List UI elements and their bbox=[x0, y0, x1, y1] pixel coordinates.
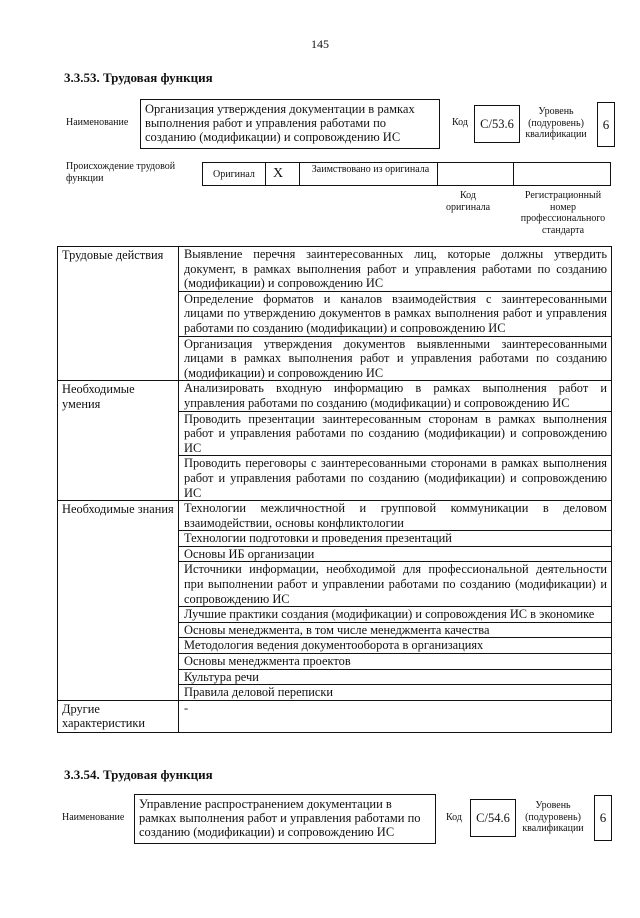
table-row bbox=[58, 700, 612, 732]
origin-row bbox=[202, 162, 611, 186]
name-label: Наименование bbox=[66, 117, 129, 128]
row-category: Необходимые знания bbox=[58, 501, 179, 701]
table-cell: Основы менеджмента, в том числе менеджмента качества bbox=[179, 622, 612, 638]
section-title-2: 3.3.54. Трудовая функция bbox=[64, 767, 213, 782]
table-cell: - bbox=[179, 700, 612, 732]
table-cell: Анализировать входную информацию в рамках выполнения работ и управления работами по созданию (модификации) и сопровождению ИС bbox=[179, 381, 612, 411]
table-cell: Проводить презентации заинтересованным сторонам в рамках выполнения работ и управления работами по созданию (модификации) и сопровождению ИС bbox=[179, 411, 612, 456]
row-category: Другие характеристики bbox=[58, 700, 179, 732]
code-value-2: C/54.6 bbox=[470, 799, 516, 837]
original-label: Оригинал bbox=[213, 169, 255, 180]
table-cell: Определение форматов и каналов взаимодействия с заинтересованными лицами по утверждению документов в рамках выполнения работ и управления работами по созданию (модификации) и сопровождению ИС bbox=[179, 291, 612, 336]
row-category: Трудовые действия bbox=[58, 247, 179, 381]
table-cell: Технологии подготовки и проведения презентаций bbox=[179, 531, 612, 547]
table-cell: Организация утверждения документов выявленными заинтересованными лицами в рамках выполнения работ и управления работами по созданию (модификации) и сопровождению ИС bbox=[179, 336, 612, 381]
table-cell: Культура речи bbox=[179, 669, 612, 685]
code-label-2: Код bbox=[446, 812, 462, 823]
table-cell: Проводить переговоры с заинтересованными сторонами в рамках выполнения работ и управления работами по созданию (модификации) и сопровождению ИС bbox=[179, 456, 612, 501]
table-cell: Основы менеджмента проектов bbox=[179, 654, 612, 670]
table-row bbox=[58, 247, 612, 292]
table-cell: Выявление перечня заинтересованных лиц, которые должны утвердить документ, в рамках выполнения работ и управления работами по созданию (модификации) и сопровождению ИС bbox=[179, 247, 612, 292]
level-value-2: 6 bbox=[594, 795, 612, 841]
function-table bbox=[57, 246, 612, 733]
level-value: 6 bbox=[597, 102, 615, 147]
origin-label: Происхождение трудовой функции bbox=[66, 161, 176, 184]
page-number: 145 bbox=[311, 37, 329, 51]
level-label: Уровень (подуровень) квалификации bbox=[525, 106, 587, 140]
level-label-2: Уровень (подуровень) квалификации bbox=[522, 800, 584, 834]
function-name-box-2: Управление распространением документации в рамках выполнения работ и управления работами по созданию (модификации) и сопровождению ИС bbox=[134, 794, 436, 844]
borrowed-label: Заимствовано из оригинала bbox=[311, 164, 430, 175]
function-name-box: Организация утверждения документации в рамках выполнения работ и управления работами по созданию (модификации) и сопровождению ИС bbox=[140, 99, 440, 149]
code-value: C/53.6 bbox=[474, 105, 520, 143]
reg-number-label: Регистрационный номер профессионального стандарта bbox=[520, 190, 606, 236]
table-cell: Методология ведения документооборота в организациях bbox=[179, 638, 612, 654]
table-row bbox=[58, 381, 612, 411]
original-mark: X bbox=[273, 166, 284, 181]
table-cell: Технологии межличностной и групповой коммуникации в деловом взаимодействии, основы конфликтологии bbox=[179, 501, 612, 531]
table-cell: Правила деловой переписки bbox=[179, 685, 612, 701]
table-cell: Основы ИБ организации bbox=[179, 546, 612, 562]
table-row bbox=[58, 501, 612, 531]
name-label-2: Наименование bbox=[62, 812, 125, 823]
table-cell: Лучшие практики создания (модификации) и сопровождения ИС в экономике bbox=[179, 607, 612, 623]
section-title: 3.3.53. Трудовая функция bbox=[64, 70, 213, 85]
table-cell: Источники информации, необходимой для профессиональной деятельности при выполнении работ и управлении работами по созданию (модификации) и сопровождению ИС bbox=[179, 562, 612, 607]
row-category: Необходимые умения bbox=[58, 381, 179, 501]
code-label: Код bbox=[452, 117, 468, 128]
code-original-label: Код оригинала bbox=[445, 190, 491, 213]
